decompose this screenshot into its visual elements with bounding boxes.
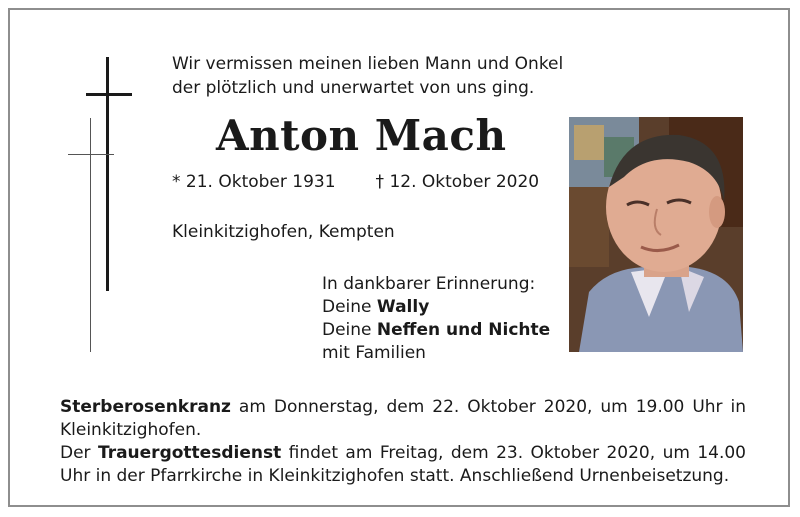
intro-line-2: der plötzlich und unerwartet von uns ging. — [172, 78, 535, 98]
places: Kleinkitzighofen, Kempten — [172, 222, 395, 242]
rosary-label: Sterberosenkranz — [60, 397, 231, 417]
portrait-image — [569, 117, 743, 352]
life-dates — [172, 170, 539, 194]
mourner-prefix: Deine — [322, 297, 377, 317]
mourners-line-4: mit Familien — [322, 343, 426, 363]
mourners-line-3 — [322, 319, 550, 342]
mourner-prefix: Deine — [322, 320, 377, 340]
mourners-line-1: In dankbarer Erinnerung: — [322, 274, 536, 294]
mourners-block — [322, 273, 550, 365]
cross-large-horizontal — [86, 93, 132, 96]
mourners-line-2 — [322, 296, 550, 319]
cross-small-horizontal — [68, 154, 114, 155]
deceased-name: Anton Mach — [216, 111, 507, 160]
service-prefix: Der — [60, 443, 98, 463]
birth-date: * 21. Oktober 1931 — [172, 172, 336, 192]
service-text: findet am Freitag, dem 23. Oktober 2020, um 14.00 Uhr in der Pfarrkirche in Kleinkitzighofen statt. Anschließend Urnenbeisetzung. — [60, 443, 746, 486]
intro-line-1: Wir vermissen meinen lieben Mann und Onkel — [172, 54, 564, 74]
mourner-nephews: Neffen und Nichte — [376, 320, 551, 340]
portrait-photo — [569, 117, 743, 352]
death-date: † 12. Oktober 2020 — [375, 172, 540, 192]
mourner-wally: Wally — [376, 297, 430, 317]
rosary-paragraph — [60, 396, 746, 442]
intro-text — [172, 52, 563, 100]
service-label: Trauergottesdienst — [97, 443, 282, 463]
rosary-text: am Donnerstag, dem 22. Oktober 2020, um 19.00 Uhr in Kleinkitzighofen. — [60, 397, 746, 440]
service-paragraph — [60, 442, 746, 488]
service-notice — [60, 396, 746, 488]
